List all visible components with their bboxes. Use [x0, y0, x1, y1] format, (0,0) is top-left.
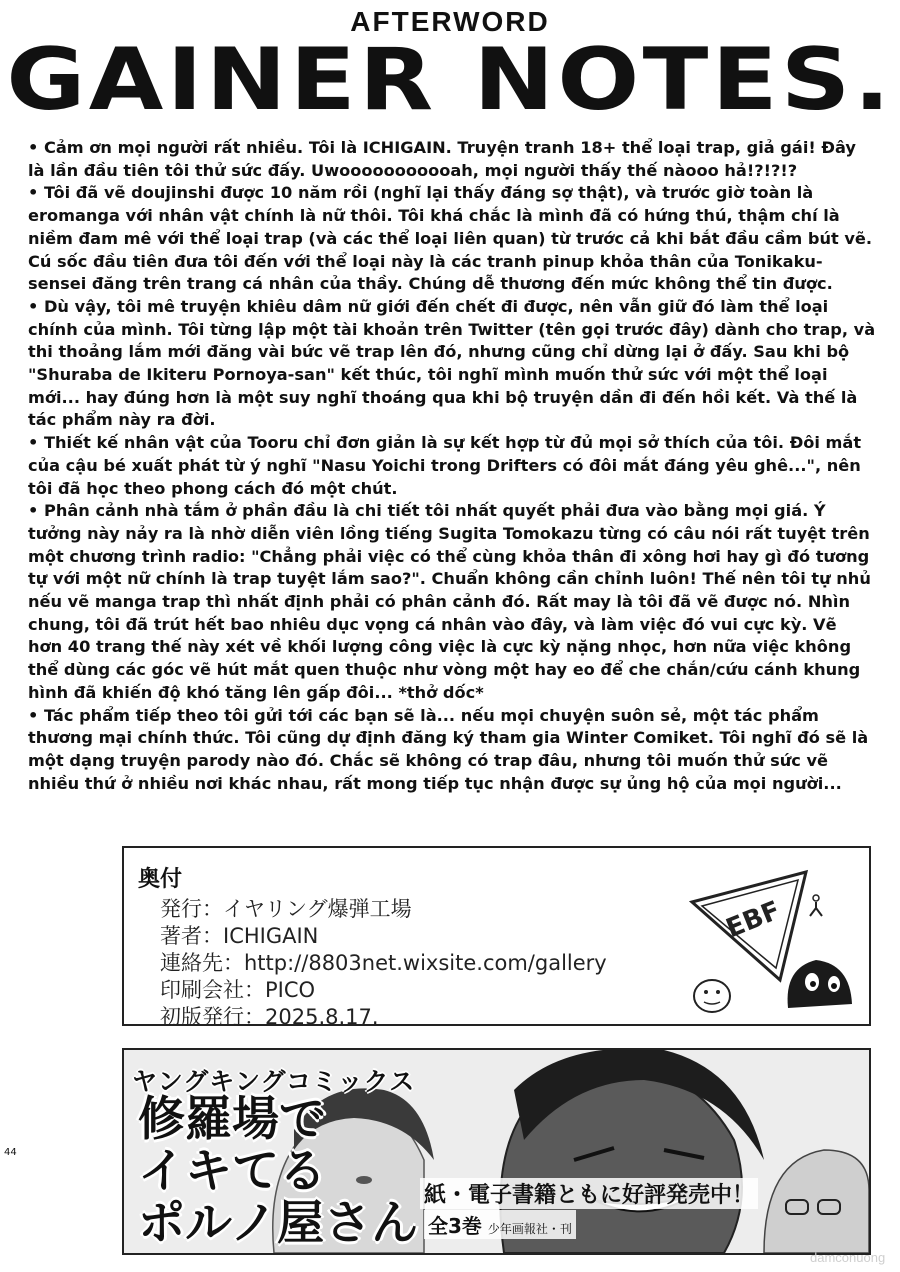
ebf-logo-icon: [692, 872, 806, 980]
ad-manga-title: [138, 1094, 418, 1250]
afterword-notes: [28, 137, 876, 795]
colophon-author: 著者：ICHIGAIN: [160, 924, 319, 948]
face-doodle-icon: [694, 980, 730, 1012]
blob-creature-icon: [788, 960, 852, 1008]
ad-title-line: ポルノ屋さん: [138, 1196, 419, 1251]
colophon-box: [122, 846, 871, 1029]
ad-series-label: ヤングキングコミックス: [132, 1067, 416, 1096]
stick-figure-icon: [810, 895, 822, 916]
colophon-contact[interactable]: 連絡先：http://8803net.wixsite.com/gallery: [160, 951, 607, 975]
page-number: 44: [4, 1147, 17, 1158]
colophon-first-edition: 初版発行：2025.8.17.: [160, 1005, 379, 1029]
ad-publisher: 少年画報社・刊: [487, 1222, 572, 1236]
colophon-rows: [160, 896, 607, 1031]
ad-volume-info: [424, 1210, 576, 1239]
note-paragraph: • Tôi đã vẽ doujinshi được 10 năm rồi (nghĩ lại thấy đáng sợ thật), và trước giờ toàn là eromanga với nhân vật chính là nữ thôi. Tôi khá chắc là mình đã có hứng thú, thậm chí là niềm đam mê với thể loại trap (và các thể loại liên quan) từ trước cả khi bắt đầu cầm bút vẽ. Cú sốc đầu tiên đưa tôi đến với thể loại này là các tranh pinup khỏa thân của Tonikaku-sensei đăng trên trang cá nhân của thầy. Chúng dễ thương đến mức không thể tin được.: [28, 183, 873, 294]
page-title: GAINER NOTES.: [6, 30, 894, 130]
ad-title-line: イキてる: [138, 1144, 326, 1199]
note-paragraph: • Phân cảnh nhà tắm ở phần đầu là chi tiết tôi nhất quyết phải đưa vào bằng mọi giá. Ý tưởng này nảy ra là nhờ diễn viên lồng tiếng Sugita Tomokazu từng có câu nói rất tuyệt trên một chương trình radio: "Chẳng phải việc có thể cùng khỏa thân đi xông hơi hay gì đó tương tự với một nữ chính là trap tuyệt lắm sao?". Chuẩn không cần chỉnh luôn! Thế nên tôi tự nhủ nếu vẽ manga trap thì nhất định phải có phân cảnh đó. Rất may là tôi đã vẽ được nó. Nhìn chung, tôi đã trút hết bao nhiêu dục vọng cá nhân vào đây, và làm việc đó vui cực kỳ. Vẽ hơn 40 trang thế này xét về khối lượng công việc là cực kỳ nặng nhọc, hơn nữa việc không thể dùng các góc vẽ hút mắt quen thuộc như vòng một hay eo để che chắn/cứu cánh khung hình đã khiến độ khó tăng lên gấp đôi... *thở dốc*: [28, 501, 871, 702]
afterword-label: AFTERWORD: [350, 6, 550, 37]
ad-promo-text: 紙・電子書籍ともに好評発売中！: [420, 1178, 758, 1209]
ad-volume-count: 全3巻: [428, 1214, 482, 1238]
ad-title-line: 修羅場で: [138, 1092, 326, 1147]
doodle-illustration: [684, 868, 859, 1018]
note-paragraph: • Tác phẩm tiếp theo tôi gửi tới các bạn sẽ là... nếu mọi chuyện suôn sẻ, một tác phẩm thương mại chính thức. Tôi cũng dự định đăng ký tham gia Winter Comiket. Tôi nghĩ đó sẽ là một dạng truyện parody nào đó. Chắc sẽ không có trap đâu, nhưng tôi muốn thử sức vẽ nhiều thứ ở nhiều nơi khác nhau, rất mong tiếp tục nhận được sự ủng hộ của mọi người...: [28, 705, 869, 793]
manga-advertisement: [122, 1048, 871, 1255]
colophon-printer: 印刷会社：PICO: [160, 978, 316, 1002]
colophon-publisher: 発行：イヤリング爆弾工場: [160, 897, 412, 921]
note-paragraph: • Cảm ơn mọi người rất nhiều. Tôi là ICHIGAIN. Truyện tranh 18+ thể loại trap, giả gái! Đây là lần đầu tiên tôi thử sức đấy. Uwooooooooooah, mọi người thấy thế nàooo hả!?!?!?: [28, 138, 856, 180]
note-paragraph: • Dù vậy, tôi mê truyện khiêu dâm nữ giới đến chết đi được, nên vẫn giữ đó làm thể loại chính của mình. Tôi từng lập một tài khoản trên Twitter (tên gọi trước đây) dành cho trap, và thi thoảng lắm mới đăng vài bức vẽ trap lên đó, nhưng cũng chỉ dừng lại ở đấy. Sau khi bộ "Shuraba de Ikiteru Pornoya-san" kết thúc, tôi nghĩ mình muốn thử sức với một thể loại mới... hay đúng hơn là một suy nghĩ thoáng qua khi bộ truyện dần đi đến hồi kết. Và thế là tác phẩm này ra đời.: [28, 296, 876, 430]
note-paragraph: • Thiết kế nhân vật của Tooru chỉ đơn giản là sự kết hợp từ đủ mọi sở thích của tôi. Đôi mắt của cậu bé xuất phát từ ý nghĩ "Nasu Yoichi trong Drifters có đôi mắt đáng yêu ghê...", nên tôi đã học theo phong cách đó một chút.: [28, 433, 862, 498]
logo-text: EBF: [722, 895, 785, 945]
colophon-title: 奥付: [138, 867, 183, 892]
watermark-text: damconuong: [810, 1250, 886, 1265]
